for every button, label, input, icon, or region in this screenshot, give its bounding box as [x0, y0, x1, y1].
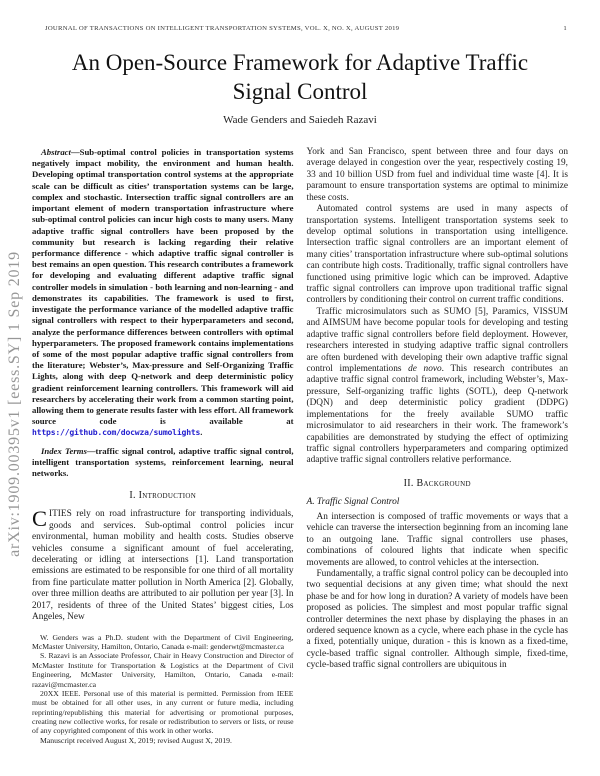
footnote-genders: W. Genders was a Ph.D. student with the Department of Civil Engineering, McMaster University, Hamilton, Ontario, Canada e-mail: genderwt@mcmaster.ca — [32, 632, 294, 651]
intersection-paragraph: An intersection is composed of traffic movements or ways that a vehicle can traverse the intersection beginning from an incoming lane to an outgoing lane. Traffic signal controllers use phases, combinations of coloured lights that indicate when specific movements are allowed, to control vehicles at the intersection. — [306, 511, 568, 568]
microsimulators-text-after: . This research contributes an adaptive traffic signal control framework, including Webster’s, Max-pressure, Self-organizing traffic lights (SOTL), deep Q-network (DQN) and deep deterministic policy gradient (DDPG) implementations for the freely available SUMO traffic microsimulator to aid researchers in their work. The framework’s capabilities are demonstrated by studying the effect of optimizing traffic signal controllers hyperparameters and comparing optimized adaptive traffic signal controllers relative performance. — [306, 364, 569, 466]
fundamentally-paragraph: Fundamentally, a traffic signal control policy can be decoupled into two sequential decisions at any given time; what should the next phase be and for how long in duration? A variety of models have been proposed as policies. The simplest and most popular traffic signal controller determines the next phase by displaying the phases in an ordered sequence known as a cycle, where each phase in the cycle has a fixed, potentially unique, duration - this is known as a fixed-time, cycle-based traffic signal controller. Although simple, fixed-time, cycle-based traffic signal controllers are ubiquitous in — [306, 568, 568, 671]
authors-line: Wade Genders and Saiedeh Razavi — [223, 114, 377, 126]
journal-header-text: JOURNAL OF TRANSACTIONS ON INTELLIGENT TRANSPORTATION SYSTEMS, VOL. X, NO. X, AUGUST 2019 — [45, 25, 400, 32]
continuation-paragraph: York and San Francisco, spent between three and four days on average delayed in congestion over the year, respectively costing 19, 33 and 10 billion USD from fuel and individual time waste [4]. It is paramount to ensure transportation systems are optimal to minimize these costs. — [306, 147, 568, 203]
footnote-block — [32, 633, 294, 746]
two-column-body — [32, 147, 568, 745]
abstract-period: . — [200, 427, 203, 438]
abstract-lead: Abstract — [41, 147, 71, 157]
section-heading-background: II. Background — [403, 477, 471, 489]
intro-text: ITIES rely on road infrastructure for transporting individuals, goods and services. Sub-optimal control policies incur environmental, human mobility and health costs. Studies observe vehicles consume a significant amount of fuel accelerating, decelerating or idling at intersections [1]. Land transportation emissions are estimated to be responsible for one third of all mortality from fine particulate matter pollution in North America [2]. Globally, over three million deaths are attributed to air pollution per year [3]. In 2017, residents of three of the United States’ biggest cities, Los Angeles, New — [32, 509, 294, 623]
abstract-text: —Sub-optimal control policies in transportation systems negatively impact mobility, the environment and human health. Developing optimal transportation control systems at the appropriate scale can be difficult as cities’ transportation systems can be large, complex and stochastic. Intersection traffic signal controllers are an important element of modern transportation infrastructure where sub-optimal control policies can incur high costs to many users. Many adaptive traffic signal controllers have been proposed by the community but research is lacking regarding their relative performance difference - which adaptive traffic signal controller is best remains an open question. This research contributes a framework for developing and evaluating different adaptive traffic signal controller models in simulation - both learning and non-learning - and demonstrates its capabilities. The framework is used to first, investigate the performance variance of the modelled adaptive traffic signal controllers with respect to their hyperparameters and second, analyze the performance differences between controllers with optimal hyperparameters. The proposed framework contains implementations of some of the most popular adaptive traffic signal controllers from the literature; Webster’s, Max-pressure and Self-Organizing Traffic Lights, along with deep Q-network and deep deterministic policy gradient reinforcement learning controllers. This framework will aid researchers by accelerating their work from a common starting point, allowing them to generate results faster with less effort. All framework source code is available at — [32, 147, 294, 427]
intro-dropcap: C — [32, 506, 48, 532]
microsimulators-text-before: Traffic microsimulators such as SUMO [5], Paramics, VISSUM and AIMSUM have become popular tools for developing and testing adaptive traffic signal controllers before field deployment. However, researchers interested in studying adaptive traffic signal controllers are often burdened with developing their own adaptive traffic signal control implementations — [306, 306, 568, 375]
microsimulators-paragraph — [307, 307, 569, 467]
abstract-paragraph — [32, 147, 294, 439]
index-terms-paragraph — [32, 446, 294, 480]
subsection-heading-traffic-signal-control: A. Traffic Signal Control — [306, 496, 400, 507]
arxiv-watermark: arXiv:1909.00395v1 [eess.SY] 1 Sep 2019 — [6, 251, 23, 557]
index-terms-text: —traffic signal control, adaptive traffic signal control, intelligent transportation systems, reinforcement learning, neural networks. — [32, 445, 294, 479]
right-column — [307, 147, 569, 745]
intro-paragraph — [32, 506, 294, 623]
section-heading-introduction: I. Introduction — [129, 490, 197, 502]
page-number: 1 — [563, 25, 567, 32]
github-link[interactable]: https://github.com/docwza/sumolights — [32, 427, 201, 438]
automated-systems-paragraph: Automated control systems are used in many aspects of transportation systems. Intelligent transportation systems seek to develop optimal solutions in transportation using intelligence. Intersection traffic signal controllers are an important element of many cities’ transportation infrastructure where sub-optimal solutions can contribute high costs. Traditionally, traffic signal controllers have functioned using primitive logic which can be improved. Adaptive traffic signal controllers can improve upon traditional traffic signal controllers by conditioning their control on current traffic conditions. — [306, 204, 568, 306]
footnote-razavi: S. Razavi is an Associate Professor, Chair in Heavy Construction and Director of McMaster Institute for Transportation & Logistics at the Department of Civil Engineering, McMaster University, Hamilton, Ontario, Canada e-mail: razavi@mcmaster.ca — [32, 651, 294, 689]
footnote-manuscript: Manuscript received August X, 2019; revised August X, 2019. — [40, 735, 232, 745]
de-novo-emphasis: de novo — [408, 364, 442, 375]
paper-title: An Open-Source Framework for Adaptive Traffic Signal Control — [71, 50, 529, 104]
left-column — [32, 147, 294, 745]
index-terms-lead: Index Terms — [41, 445, 87, 456]
running-head — [45, 25, 567, 32]
footnote-copyright: 20XX IEEE. Personal use of this material is permitted. Permission from IEEE must be obtained for all other uses, in any current or future media, including reprinting/republishing this material for advertising or promotional purposes, creating new collective works, for resale or redistribution to servers or lists, or reuse of any copyrighted component of this work in other works. — [32, 688, 294, 736]
